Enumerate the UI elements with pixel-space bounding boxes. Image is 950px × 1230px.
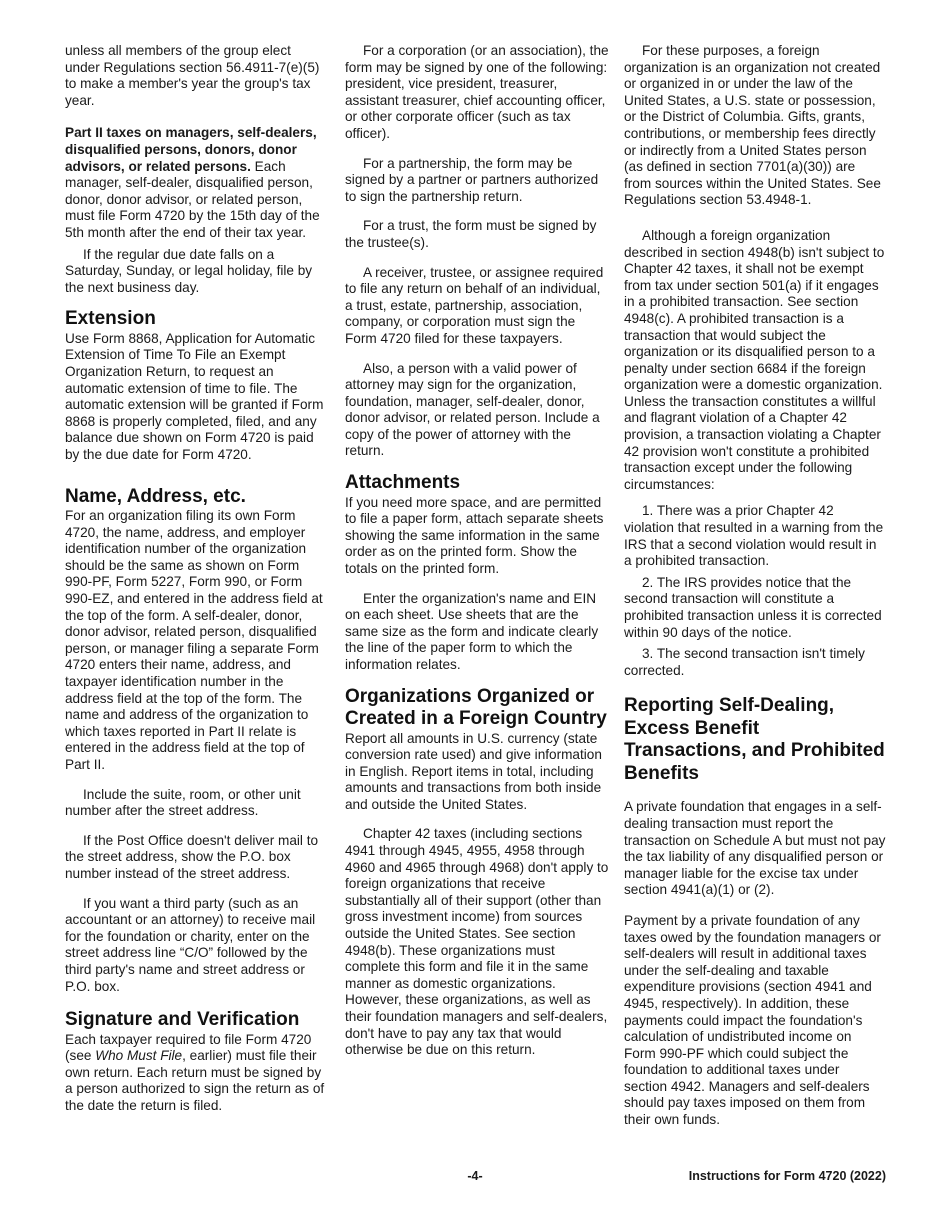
paragraph-name-address: For an organization filing its own Form 4720, the name, address, and employer identification number of the organization should be the same as shown on Form 990-PF, Form 5227, Form 990, or Form 990-EZ, and entered in the address field at the top of the form. A self-dealer, donor, donor advisor, related person, disqualified person, or manager filing a separate Form 4720 enters their name, address, and taxpayer identification number in the address field at the top of the form. The name and address of the organization to which taxes reported in Part II relate is entered in the address field at the top of Part II. xyxy=(65,508,323,772)
paragraph-po-box: If the Post Office doesn't deliver mail to the street address, show the P.O. box number instead of the street address. xyxy=(65,832,319,881)
heading-reporting: Reporting Self-Dealing, Excess Benefit Transactions, and Prohibited Benefits xyxy=(624,695,885,784)
list-item-2: 2. The IRS provides notice that the second transaction will constitute a prohibited transaction unless it is corrected within 90 days of the notice. xyxy=(624,574,882,640)
paragraph-partnership: For a partnership, the form may be signed by a partner or partners authorized to sign the partnership return. xyxy=(345,155,599,204)
part-ii-text: Each manager, self-dealer, disqualified person, donor, donor advisor, or related person, must file Form 4720 by the 15th day of the 5th month after the end of their tax year. xyxy=(65,158,320,240)
heading-attachments: Attachments xyxy=(345,472,461,494)
paragraph-although: Although a foreign organization described in section 4948(b) isn't subject to Chapter 42 taxes, it shall not be exempt from tax under section 501(a) if it engages in a prohibited transaction. See section 4948(c). A prohibited transaction is a transaction that would subject the organization or its disqualified person to a penalty under section 6684 if the foreign organization were a domestic organization. Unless the transaction constitutes a willful and flagrant violation of a Chapter 42 provision, a transaction violating a Chapter 42 provision won't constitute a prohibited transaction except under the following circumstances: xyxy=(624,227,885,492)
paragraph-extension: Use Form 8868, Application for Automatic Extension of Time To File an Exempt Organization Return, to request an automatic extension of time to file. The automatic extension will be granted if Form 8868 is properly completed, filed, and any balance due shown on Form 4720 is paid by the due date for Form 4720. xyxy=(65,330,324,462)
column-middle xyxy=(345,43,609,1069)
signature-text-b: , earlier) must file their own return. Each return must be signed by a person authorized to sign the return as of the date the return is filed. xyxy=(65,1048,325,1113)
column-left xyxy=(65,43,327,1125)
list-item-3: 3. The second transaction isn't timely corrected. xyxy=(624,646,865,678)
page-number: -4- xyxy=(467,1169,483,1183)
part-ii-heading: Part II taxes on managers, self-dealers, disqualified persons, donors, donor advisors, or related persons. xyxy=(65,125,317,174)
paragraph-ein-sheet: Enter the organization's name and EIN on each sheet. Use sheets that are the same size as the form and indicate clearly the line of the paper form to which the information relates. xyxy=(345,590,599,672)
paragraph-suite: Include the suite, room, or other unit number after the street address. xyxy=(65,786,301,819)
paragraph-private-foundation: A private foundation that engages in a self-dealing transaction must report the transaction on Schedule A but must not pay the tax liability of any disqualified person or manager liable for the excise tax under section 4941(a)(1) or (2). xyxy=(624,799,886,898)
column-right xyxy=(624,43,886,1139)
list-item-1: 1. There was a prior Chapter 42 violation that resulted in a warning from the IRS that a second violation would result in a prohibited transaction. xyxy=(624,503,884,569)
heading-signature: Signature and Verification xyxy=(65,1009,300,1031)
paragraph-signature xyxy=(65,1032,327,1115)
paragraph-trust: For a trust, the form must be signed by the trustee(s). xyxy=(345,218,597,250)
footer-form-title: Instructions for Form 4720 (2022) xyxy=(688,1169,886,1183)
paragraph-part-ii xyxy=(65,125,327,241)
paragraph-currency: Report all amounts in U.S. currency (state conversion rate used) and give information in English. Report items in total, including amounts and transactions from both inside and outside the United States. xyxy=(345,730,602,812)
paragraph-holiday: If the regular due date falls on a Saturday, Sunday, or legal holiday, file by the next business day. xyxy=(65,246,313,295)
paragraph-chapter-42: Chapter 42 taxes (including sections 4941 through 4945, 4955, 4958 through 4960 and 4965 through 4968) don't apply to foreign organizations that receive substantially all of their support (other than gross investment income) from sources outside the United States. See section 4948(b). These organizations must complete this form and file it in the same manner as domestic organizations. However, these organizations, as well as their foundation managers and self-dealers, don't have to pay any tax that would otherwise be due on this return. xyxy=(345,826,609,1058)
heading-name-address: Name, Address, etc. xyxy=(65,485,246,507)
who-must-file-reference: Who Must File xyxy=(95,1048,183,1064)
paragraph-third-party: If you want a third party (such as an accountant or an attorney) to receive mail for the foundation or charity, enter on the street address line “C/O” followed by the third party's name and street address or P.O. box. xyxy=(65,895,316,994)
paragraph-attachments: If you need more space, and are permitted to file a paper form, attach separate sheets showing the same information in the same order as on the printed form. Show the totals on the printed form. xyxy=(345,494,604,576)
heading-extension: Extension xyxy=(65,308,156,330)
paragraph-power-of-attorney: Also, a person with a valid power of attorney may sign for the organization, foundation, manager, self-dealer, donor, donor advisor, or related person. Include a copy of the power of attorney with the return. xyxy=(345,360,600,459)
paragraph-receiver: A receiver, trustee, or assignee required to file any return on behalf of an individual, a trust, estate, partnership, association, company, or corporation must sign the Form 4720 filed for these taxpayers. xyxy=(345,264,604,346)
paragraph-group-election: unless all members of the group elect under Regulations section 56.4911-7(e)(5) to make a member's year the group's tax year. xyxy=(65,43,320,108)
signature-text-a: Each taxpayer required to file Form 4720 (see xyxy=(65,1031,312,1064)
paragraph-corporation: For a corporation (or an association), the form may be signed by one of the following: president, vice president, treasurer, assistant treasurer, chief accounting officer, or other corporate officer (such as tax officer). xyxy=(345,43,609,141)
heading-foreign-organizations: Organizations Organized or Created in a Foreign Country xyxy=(345,685,607,729)
paragraph-foreign-definition: For these purposes, a foreign organization is an organization not created or organized in or under the law of the United States, a U.S. state or possession, or the District of Columbia. Gifts, grants, contributions, or membership fees directly or indirectly from a United States person (as defined in section 7701(a)(30)) are from sources within the United States. See Regulations section 53.4948-1. xyxy=(624,43,881,208)
paragraph-payment: Payment by a private foundation of any taxes owed by the foundation managers or self-dealers will result in additional taxes under the self-dealing and taxable expenditure provisions (section 4941 and 4945, respectively). In addition, these payments could impact the foundation's calculation of undistributed income on Form 990-PF which could subject the foundation to additional taxes under section 4942. Managers and self-dealers should pay taxes imposed on them from their own funds. xyxy=(624,912,881,1128)
